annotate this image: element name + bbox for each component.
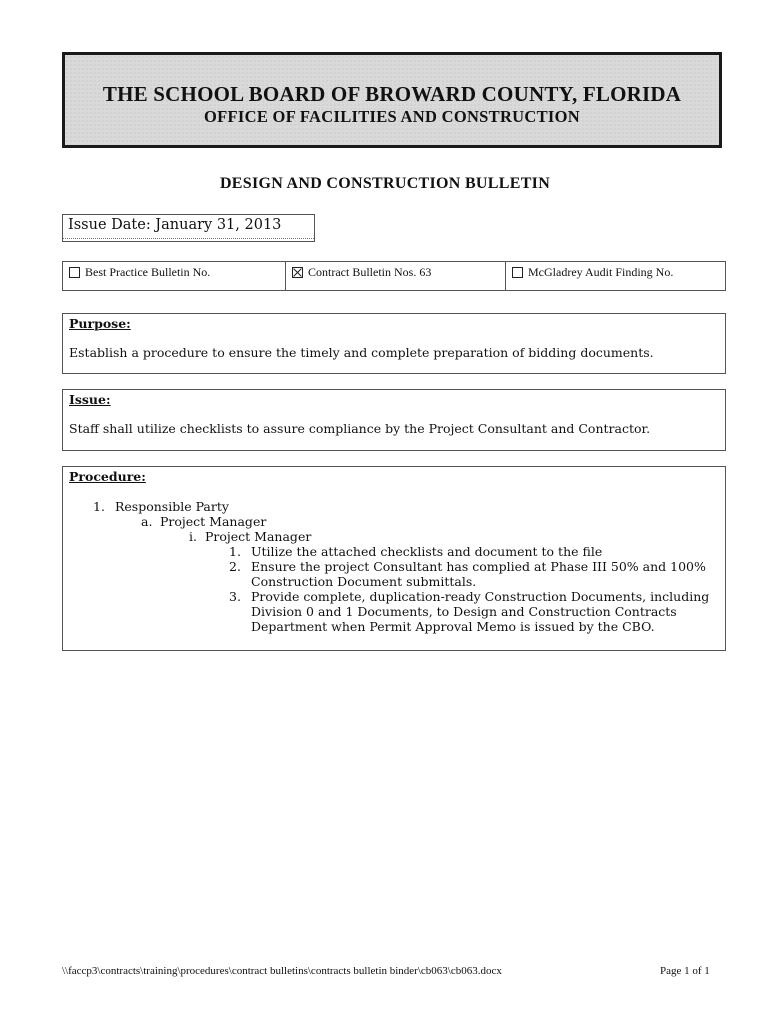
bulletin-type-label: Contract Bulletin Nos. 63: [308, 265, 432, 279]
bulletin-type-audit: [505, 262, 725, 290]
project-manager-subitem: Project Manager: [205, 529, 312, 544]
bulletin-type-best-practice: [63, 262, 285, 290]
list-marker: 1.: [93, 499, 105, 514]
unchecked-checkbox-icon[interactable]: [512, 267, 523, 278]
purpose-section: [62, 313, 726, 374]
unchecked-checkbox-icon[interactable]: [69, 267, 80, 278]
bulletin-type-table: [62, 261, 726, 291]
step-text: Ensure the project Consultant has complied at Phase III 50% and 100%: [251, 559, 706, 574]
letterhead-box: [62, 52, 722, 148]
issue-heading: Issue:: [69, 392, 111, 407]
office-subtitle: OFFICE OF FACILITIES AND CONSTRUCTION: [204, 107, 580, 126]
procedure-heading: Procedure:: [69, 469, 146, 484]
organization-title: THE SCHOOL BOARD OF BROWARD COUNTY, FLORIDA: [102, 82, 682, 106]
list-marker: 3.: [229, 589, 241, 604]
step-text: Construction Document submittals.: [251, 574, 477, 589]
list-marker: 1.: [229, 544, 241, 559]
step-text: Department when Permit Approval Memo is issued by the CBO.: [251, 619, 655, 634]
step-text: Division 0 and 1 Documents, to Design and Construction Contracts: [251, 604, 677, 619]
checked-checkbox-icon[interactable]: [292, 267, 303, 278]
list-marker: 2.: [229, 559, 241, 574]
bulletin-type-contract: [285, 262, 505, 290]
list-marker: i.: [189, 529, 197, 544]
issue-date: Issue Date: January 31, 2013: [62, 214, 315, 242]
bulletin-type-label: McGladrey Audit Finding No.: [528, 265, 674, 279]
step-text: Provide complete, duplication-ready Construction Documents, including: [251, 589, 710, 604]
list-marker: a.: [141, 514, 153, 529]
purpose-text: Establish a procedure to ensure the timely and complete preparation of bidding documents.: [69, 345, 654, 360]
document-title: DESIGN AND CONSTRUCTION BULLETIN: [219, 175, 551, 192]
issue-text: Staff shall utilize checklists to assure compliance by the Project Consultant and Contractor.: [69, 421, 651, 436]
purpose-heading: Purpose:: [69, 316, 131, 331]
project-manager-item: Project Manager: [160, 514, 267, 529]
step-text: Utilize the attached checklists and document to the file: [251, 544, 603, 559]
page-number: Page 1 of 1: [660, 965, 710, 977]
procedure-section: [62, 466, 726, 651]
responsible-party-item: Responsible Party: [115, 499, 229, 514]
issue-section: [62, 389, 726, 451]
file-path-footer: \\faccp3\contracts\training\procedures\contract bulletins\contracts bulletin binder\cb063\cb063.docx: [62, 965, 502, 977]
bulletin-type-label: Best Practice Bulletin No.: [85, 265, 211, 279]
